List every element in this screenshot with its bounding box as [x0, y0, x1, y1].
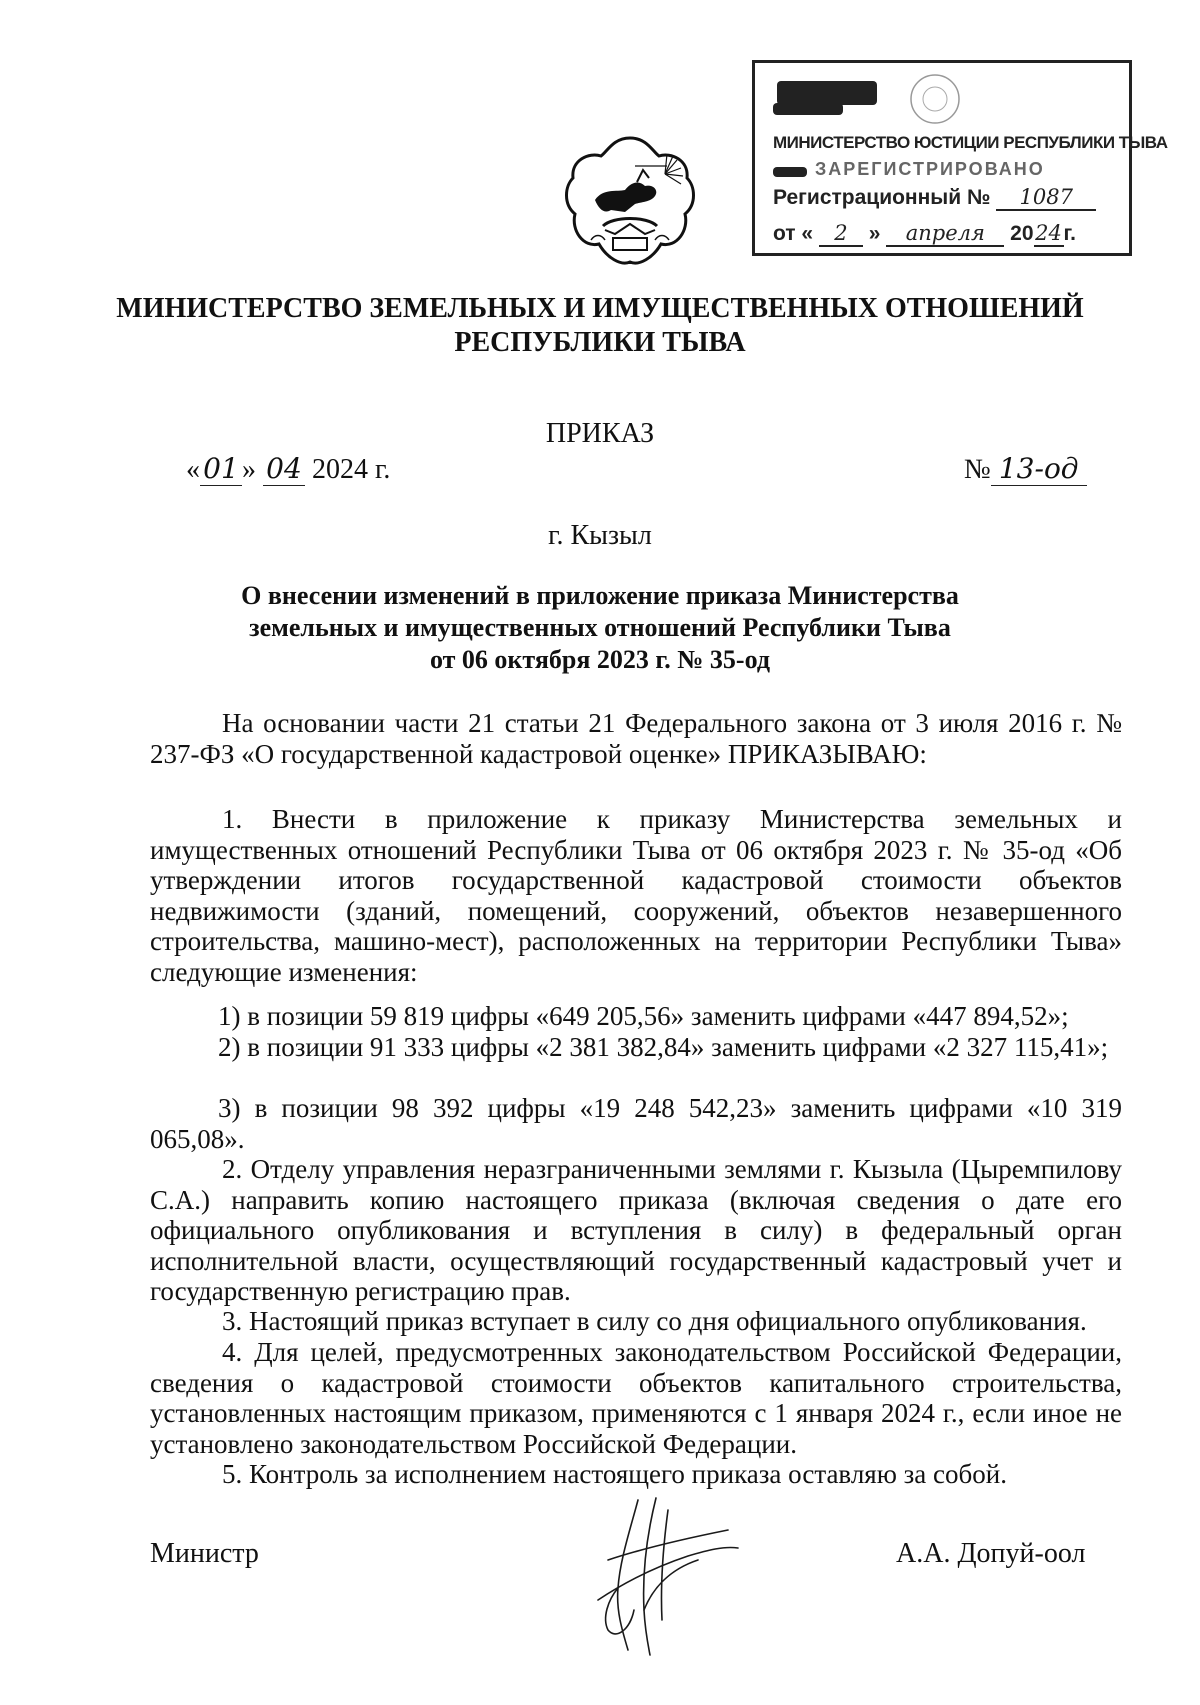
stamp-date-year-end: г.: [1063, 222, 1077, 245]
stamp-date-year-suffix: 24: [1035, 221, 1062, 245]
order-date-year: 2024 г.: [312, 454, 391, 485]
stamp-registered-label: ЗАРЕГИСТРИРОВАНО: [815, 159, 1045, 179]
order-date-open: «: [186, 454, 200, 485]
document-type: ПРИКАЗ: [545, 418, 655, 449]
item-4-paragraph: 4. Для целей, предусмотренных законодательством Российской Федерации, сведения о кадастровой стоимости объектов капитального строительства, установленных настоящим приказом, применяются с 1 января 2024 г., если иное не установлено законодательством Российской Федерации.: [150, 1337, 1122, 1459]
order-number-value: 13-од: [991, 452, 1087, 486]
registration-stamp: [752, 60, 1168, 256]
stamp-date-row: [773, 221, 1076, 247]
stamp-ministry-line: МИНИСТЕРСТВО ЮСТИЦИИ РЕСПУБЛИКИ ТЫВА: [773, 133, 1168, 152]
preamble-paragraph: На основании части 21 статьи 21 Федерального закона от 3 июля 2016 г. № 237-ФЗ «О государственной кадастровой оценке» ПРИКАЗЫВАЮ:: [150, 708, 1122, 769]
item-3-paragraph: 3. Настоящий приказ вступает в силу со дня официального опубликования.: [222, 1306, 1087, 1336]
order-number-label: №: [964, 454, 991, 485]
stamp-reg-number-label: Регистрационный №: [773, 186, 991, 209]
stamp-round-seal-icon: [905, 69, 965, 129]
order-number: [964, 452, 1087, 486]
item-1-subitem-3: 3) в позиции 98 392 цифры «19 248 542,23» заменить цифрами «10 319 065,08».: [150, 1093, 1122, 1154]
coat-of-arms-emblem: [555, 130, 705, 280]
stamp-reg-number-value: 1087: [996, 185, 1096, 211]
order-date-month: 04: [263, 452, 305, 486]
signatory-position: Министр: [150, 1538, 259, 1569]
order-title-line2: земельных и имущественных отношений Республики Тыва: [249, 613, 951, 642]
order-date-day: 01: [200, 452, 242, 486]
signatory-name: А.А. Допуй-оол: [896, 1538, 1086, 1569]
stamp-reg-number-row: [773, 185, 1096, 211]
item-1-subitem-2: 2) в позиции 91 333 цифры «2 381 382,84» заменить цифрами «2 327 115,41»;: [218, 1032, 1109, 1062]
handwritten-signature: [578, 1490, 748, 1660]
stamp-ink-smudge: [773, 103, 843, 115]
order-title-line1: О внесении изменений в приложение приказа Министерства: [241, 581, 959, 610]
stamp-date-day: 2: [819, 221, 863, 247]
order-title-line3: от 06 октября 2023 г. № 35-од: [430, 645, 770, 674]
stamp-date-sep: »: [868, 222, 881, 245]
city: г. Кызыл: [548, 520, 652, 551]
item-5-paragraph: 5. Контроль за исполнением настоящего приказа оставляю за собой.: [222, 1459, 1007, 1489]
ministry-heading-line2: РЕСПУБЛИКИ ТЫВА: [454, 327, 746, 358]
order-date: [186, 452, 390, 486]
stamp-date-from-label: от «: [773, 222, 814, 245]
stamp-date-year-prefix: 20: [1010, 222, 1034, 245]
stamp-date-month: апреля: [886, 221, 1004, 247]
item-1-paragraph: 1. Внести в приложение к приказу Министерства земельных и имущественных отношений Республики Тыва от 06 октября 2023 г. № 35-од «Об утверждении итогов государственной кадастровой стоимости объектов недвижимости (зданий, помещений, сооружений, объектов незавершенного строительства, машино-мест), расположенных на территории Республики Тыва» следующие изменения:: [150, 804, 1122, 987]
order-date-close: »: [242, 454, 256, 485]
ministry-heading-line1: МИНИСТЕРСТВО ЗЕМЕЛЬНЫХ И ИМУЩЕСТВЕННЫХ ОТНОШЕНИЙ: [116, 293, 1084, 324]
stamp-ink-smudge: [773, 167, 807, 177]
stamp-ink-smudge: [777, 81, 877, 105]
item-1-subitem-1: 1) в позиции 59 819 цифры «649 205,56» заменить цифрами «447 894,52»;: [218, 1001, 1069, 1031]
item-2-paragraph: 2. Отделу управления неразграниченными землями г. Кызыла (Цыремпилову С.А.) направить копию настоящего приказа (включая сведения о дате его официального опубликования и вступления в силу) в федеральный орган исполнительной власти, осуществляющий государственный кадастровый учет и государственную регистрацию прав.: [150, 1154, 1122, 1306]
